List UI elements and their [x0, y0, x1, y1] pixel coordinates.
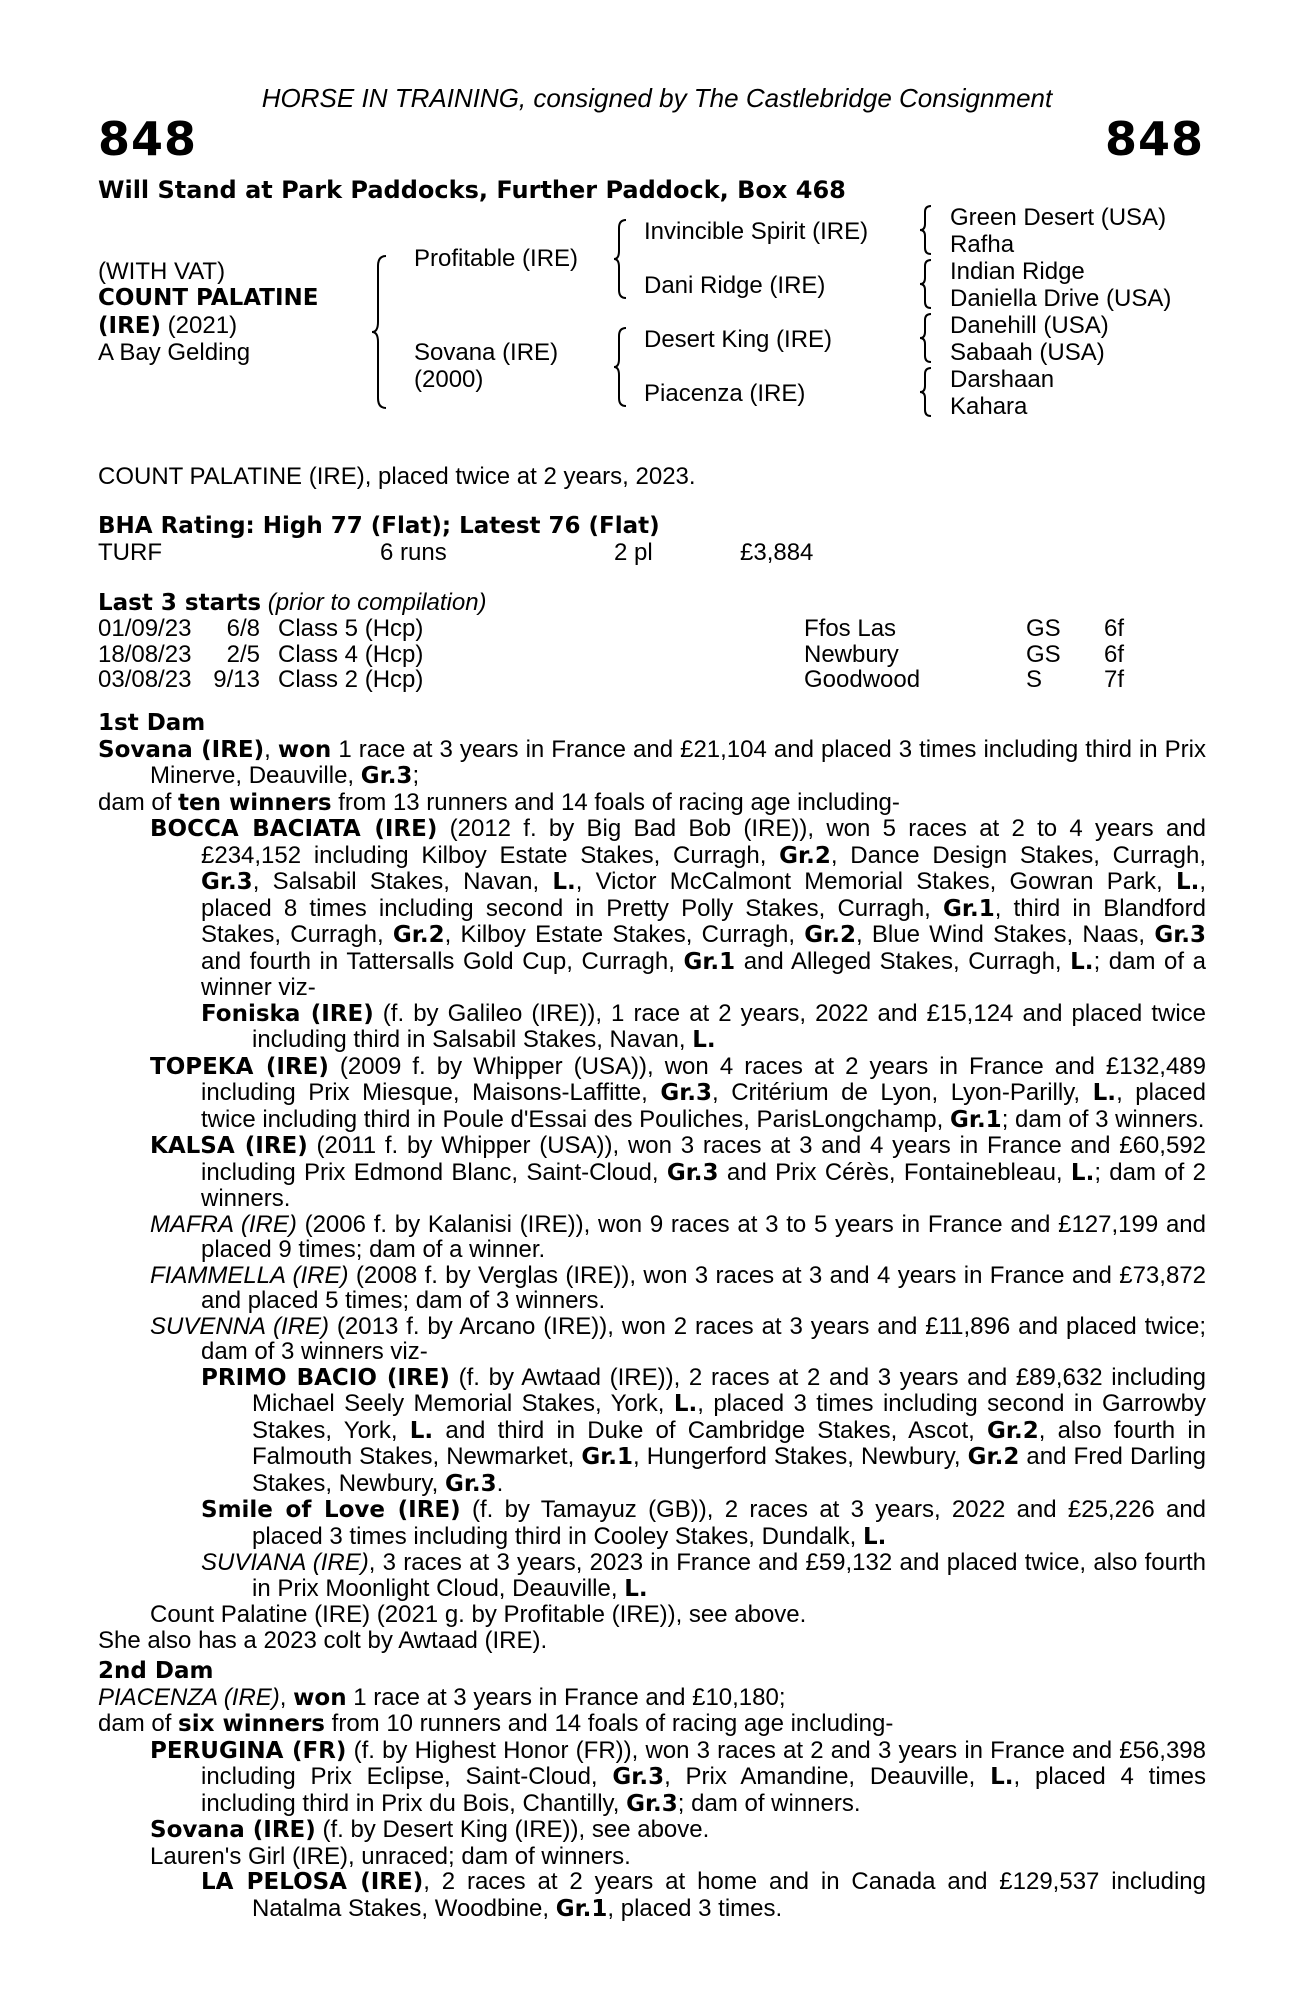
pedigree-bracket-g1	[920, 204, 936, 256]
last-starts-title: Last 3 starts	[98, 590, 262, 616]
text: ; dam of winners.	[677, 1789, 861, 1817]
second-dam-record	[98, 1685, 1206, 1712]
pedigree-bracket-g4	[920, 366, 936, 418]
text: and Prix Cérès, Fontainebleau,	[718, 1158, 1071, 1186]
start-going: GS	[1026, 615, 1061, 642]
horse-country: (IRE)	[98, 313, 162, 339]
horse-name: SUVIANA (IRE)	[201, 1549, 369, 1576]
horse-name: BOCCA BACIATA (IRE)	[150, 816, 438, 842]
second-dam-heading: 2nd Dam	[98, 1658, 214, 1684]
horse-name: Sovana (IRE)	[150, 1817, 316, 1843]
produce-note: She also has a 2023 colt by Awtaad (IRE).	[98, 1626, 548, 1654]
horse-name: MAFRA (IRE)	[150, 1210, 297, 1238]
list-item	[98, 1738, 1206, 1818]
pedigree-bracket-main	[372, 254, 392, 410]
text: ; dam of 2 winners.	[201, 1158, 1206, 1212]
start-date: 18/08/23	[98, 640, 192, 668]
runs-count: 6 runs	[380, 539, 447, 566]
text: , third in Blandford Stakes, Curragh,	[201, 894, 1206, 948]
start-course: Ffos Las	[804, 615, 897, 642]
text: (f. by Galileo (IRE)), 1 race at 2 years, 2022 and £15,124 and placed twice including third in Salsabil Stakes, Navan,	[252, 999, 1206, 1053]
vat-note: (WITH VAT)	[98, 258, 226, 285]
start-class: Class 5 (Hcp)	[278, 615, 424, 642]
grade: L.	[692, 1027, 716, 1053]
table-row	[98, 667, 1124, 693]
start-position: 6/8	[226, 615, 260, 642]
grade: Gr.2	[987, 1417, 1039, 1444]
text: ;	[412, 762, 420, 789]
grade: Gr.1	[950, 1106, 1002, 1133]
text: ,	[264, 735, 278, 763]
last-starts-heading	[98, 590, 487, 617]
dam-name: Sovana (IRE)	[98, 736, 265, 763]
text: , also fourth in Falmouth Stakes, Newmarket,	[252, 1416, 1206, 1470]
grade: L.	[673, 1391, 698, 1417]
text: won	[277, 736, 332, 763]
text: (2011 f. by Whipper (USA)), won 3 races at 3 and 4 years in France and £60,592 including Prix Edmond Blanc, Saint-Cloud,	[201, 1132, 1206, 1186]
grade: Gr.3	[626, 1790, 678, 1817]
pedigree-bracket-g3	[920, 312, 936, 364]
pedigree-g2: Rafha	[950, 231, 1015, 258]
text: (f. by Highest Honor (FR)), won 3 races at 2 and 3 years in France and £56,398 including Prix Eclipse, Saint-Cloud,	[201, 1736, 1206, 1790]
start-class: Class 2 (Hcp)	[278, 666, 424, 693]
grade: Gr.2	[392, 922, 445, 948]
grade: Gr.3	[660, 1080, 712, 1106]
text: (2013 f. by Arcano (IRE)), won 2 races at 3 years and £11,896 and placed twice; dam of 3 winners viz-	[201, 1312, 1207, 1365]
text: ,	[279, 1683, 294, 1711]
text: , Kilboy Estate Stakes, Curragh,	[444, 921, 805, 948]
grade: L.	[409, 1417, 434, 1444]
list-item	[98, 1054, 1206, 1134]
list-item: Lauren's Girl (IRE), unraced; dam of winners.	[150, 1842, 631, 1870]
text: , 2 races at 2 years at home and in Canada and £129,537 including Natalma Stakes, Woodbine,	[252, 1868, 1206, 1922]
produce-record	[98, 711, 1206, 1922]
grade: Gr.3	[360, 763, 413, 789]
winners-count: six winners	[178, 1711, 325, 1737]
text: (f. by Tamayuz (GB)), 2 races at 3 years, 2022 and £25,226 and placed 3 times including third in Cooley Stakes, Dundalk,	[252, 1496, 1207, 1550]
text: ; dam of a winner viz-	[201, 947, 1206, 1001]
pedigree-g3: Indian Ridge	[950, 258, 1085, 285]
list-item	[98, 1263, 1206, 1314]
text: , Blue Wind Stakes, Naas,	[855, 921, 1155, 948]
grade: Gr.3	[444, 1470, 497, 1497]
grade: Gr.3	[612, 1764, 665, 1790]
stand-location: Will Stand at Park Paddocks, Further Paddock, Box 468	[98, 176, 846, 204]
first-dam-record	[98, 737, 1206, 790]
table-row	[98, 642, 1124, 668]
lot-number-right: 848	[1104, 112, 1204, 166]
horse-name: PRIMO BACIO (IRE)	[201, 1364, 450, 1391]
list-item	[98, 1314, 1206, 1365]
pedigree-g5: Danehill (USA)	[950, 312, 1109, 339]
text: (2008 f. by Verglas (IRE)), won 3 races at 3 and 4 years in France and £73,872 and placed 5 times; dam of 3 winners.	[201, 1261, 1206, 1314]
text: , 3 races at 3 years, 2023 in France and £59,132 and placed twice, also fourth in Prix Moonlight Cloud, Deauville,	[252, 1549, 1206, 1602]
pedigree-dam-year: (2000)	[414, 366, 484, 393]
text: from 10 runners and 14 foals of racing age including-	[324, 1710, 894, 1737]
text: , Victor McCalmont Memorial Stakes, Gowran Park,	[575, 868, 1176, 895]
text: , Hungerford Stakes, Newbury,	[633, 1443, 968, 1470]
text: (2006 f. by Kalanisi (IRE)), won 9 races at 3 to 5 years in France and £127,199 and placed 9 times; dam of a winner.	[201, 1210, 1206, 1263]
text: ; dam of 3 winners.	[1001, 1105, 1205, 1133]
text: (f. by Awtaad (IRE)), 2 races at 2 and 3 years and £89,632 including Michael Seely Memorial Stakes, York,	[252, 1363, 1206, 1417]
pedigree-sire-sire: Invincible Spirit (IRE)	[644, 218, 869, 245]
start-course: Newbury	[804, 640, 899, 668]
prize-money: £3,884	[740, 539, 814, 566]
text: , Prix Amandine, Deauville,	[664, 1763, 991, 1790]
list-item: Count Palatine (IRE) (2021 g. by Profitable (IRE)), see above.	[150, 1601, 807, 1628]
list-item	[98, 1550, 1206, 1602]
bha-rating: BHA Rating: High 77 (Flat); Latest 76 (Flat)	[98, 513, 660, 539]
horse-name: KALSA (IRE)	[150, 1133, 308, 1159]
grade: L.	[624, 1575, 648, 1602]
list-item	[98, 1133, 1206, 1212]
horse-name: FIAMMELLA (IRE)	[150, 1261, 349, 1289]
grade: Gr.1	[943, 895, 995, 922]
horse-name-suffix	[98, 312, 237, 340]
list-item	[98, 1497, 1206, 1550]
dam-name: PIACENZA (IRE)	[98, 1683, 280, 1711]
list-item	[98, 1365, 1206, 1498]
grade: L.	[863, 1523, 887, 1550]
pedigree-bracket-g2	[920, 258, 936, 310]
text: , placed 3 times.	[607, 1894, 783, 1922]
start-class: Class 4 (Hcp)	[278, 640, 424, 668]
start-course: Goodwood	[804, 666, 921, 693]
horse-name: SUVENNA (IRE)	[150, 1312, 330, 1340]
grade: Gr.1	[581, 1444, 634, 1470]
grade: L.	[1175, 869, 1200, 895]
text: (2012 f. by Big Bad Bob (IRE)), won 5 races at 2 to 4 years and £234,152 including Kilboy Estate Stakes, Curragh,	[201, 815, 1206, 869]
winners-count: ten winners	[178, 789, 332, 816]
start-date: 01/09/23	[98, 615, 192, 642]
grade: L.	[1092, 1080, 1117, 1106]
pedigree-bracket-dam	[614, 326, 632, 408]
pedigree-dam-sire: Desert King (IRE)	[644, 326, 833, 353]
text: won	[293, 1684, 347, 1711]
start-date: 03/08/23	[98, 666, 192, 693]
pedigree-bracket-sire	[614, 218, 632, 300]
text: , Dance Design Stakes, Curragh,	[830, 841, 1206, 869]
horse-description: A Bay Gelding	[98, 339, 251, 366]
text: , Critérium de Lyon, Lyon-Parilly,	[712, 1079, 1093, 1106]
list-item	[98, 1001, 1206, 1054]
horse-name: TOPEKA (IRE)	[150, 1053, 329, 1080]
lot-number-left: 848	[98, 112, 198, 166]
grade: Gr.3	[201, 869, 253, 895]
grade: Gr.3	[1154, 922, 1206, 948]
text: dam of	[98, 788, 179, 816]
horse-name: COUNT PALATINE	[98, 285, 319, 311]
start-going: GS	[1026, 640, 1061, 668]
grade: Gr.3	[666, 1159, 719, 1186]
second-dam-produce-summary	[98, 1711, 1206, 1738]
grade: L.	[990, 1764, 1014, 1790]
text: , placed 8 times including second in Pretty Polly Stakes, Curragh,	[201, 868, 1207, 922]
pedigree-sire: Profitable (IRE)	[414, 245, 579, 272]
start-distance: 7f	[1104, 666, 1125, 693]
placed-count: 2 pl	[614, 539, 653, 566]
pedigree-g1: Green Desert (USA)	[950, 204, 1167, 231]
text: 1 race at 3 years in France and £10,180;	[346, 1683, 786, 1711]
pedigree-g4: Daniella Drive (USA)	[950, 285, 1172, 312]
horse-name: LA PELOSA (IRE)	[201, 1869, 424, 1895]
pedigree-sire-dam: Dani Ridge (IRE)	[644, 272, 826, 299]
pedigree-g7: Darshaan	[950, 366, 1055, 393]
race-summary: COUNT PALATINE (IRE), placed twice at 2 years, 2023.	[98, 463, 696, 490]
pedigree-g8: Kahara	[950, 393, 1028, 420]
last-starts-note: (prior to compilation)	[267, 589, 487, 616]
start-distance: 6f	[1104, 640, 1125, 668]
text: 1 race at 3 years in France and £21,104 and placed 3 times including third in Prix Minerve, Deauville,	[150, 735, 1206, 789]
horse-name: PERUGINA (FR)	[150, 1737, 347, 1764]
grade: Gr.2	[967, 1444, 1020, 1470]
pedigree-dam-dam: Piacenza (IRE)	[644, 380, 806, 407]
pedigree-g6: Sabaah (USA)	[950, 339, 1105, 366]
text: , Salsabil Stakes, Navan,	[252, 868, 553, 895]
text: , placed twice including third in Poule d'Essai des Pouliches, ParisLongchamp,	[201, 1079, 1207, 1133]
text: and Fred Darling Stakes, Newbury,	[252, 1443, 1206, 1497]
grade: Gr.2	[779, 842, 831, 869]
text: , placed 3 times including second in Garrowby Stakes, York,	[252, 1390, 1206, 1444]
text: (2009 f. by Whipper (USA)), won 4 races at 2 years in France and £132,489 including Prix Miesque, Maisons-Laffitte,	[201, 1052, 1207, 1106]
start-going: S	[1026, 666, 1043, 693]
text: , placed 4 times including third in Prix du Bois, Chantilly,	[201, 1763, 1206, 1817]
grade: Gr.2	[804, 922, 856, 948]
first-dam-heading: 1st Dam	[98, 710, 206, 736]
last-starts-table	[98, 616, 1124, 693]
text: and fourth in Tattersalls Gold Cup, Curragh,	[201, 947, 684, 975]
horse-name: Foniska (IRE)	[201, 1000, 374, 1027]
text: (f. by Desert King (IRE)), see above.	[315, 1816, 710, 1843]
text: from 13 runners and 14 foals of racing age including-	[331, 788, 900, 816]
grade: Gr.1	[683, 948, 736, 975]
text: and Alleged Stakes, Curragh,	[735, 947, 1071, 975]
horse-foaled: (2021)	[161, 312, 238, 339]
text: and third in Duke of Cambridge Stakes, Ascot,	[433, 1416, 988, 1444]
grade: L.	[1070, 948, 1094, 975]
list-item	[98, 816, 1206, 1001]
text: .	[496, 1469, 504, 1497]
list-item	[98, 1817, 1206, 1844]
catalogue-header: HORSE IN TRAINING, consigned by The Castlebridge Consignment	[261, 83, 1053, 113]
list-item	[98, 1212, 1206, 1263]
text: dam of	[98, 1710, 179, 1737]
horse-name: Smile of Love (IRE)	[201, 1497, 461, 1523]
first-dam-produce-summary	[98, 790, 1206, 817]
table-row	[98, 616, 1124, 642]
start-position: 2/5	[226, 640, 260, 668]
list-item	[98, 1869, 1206, 1922]
start-distance: 6f	[1104, 615, 1125, 642]
grade: Gr.1	[555, 1895, 608, 1922]
grade: L.	[552, 869, 576, 895]
pedigree-dam: Sovana (IRE)	[414, 339, 559, 366]
start-position: 9/13	[213, 666, 260, 693]
surface-label: TURF	[98, 539, 162, 566]
grade: L.	[1070, 1159, 1095, 1186]
